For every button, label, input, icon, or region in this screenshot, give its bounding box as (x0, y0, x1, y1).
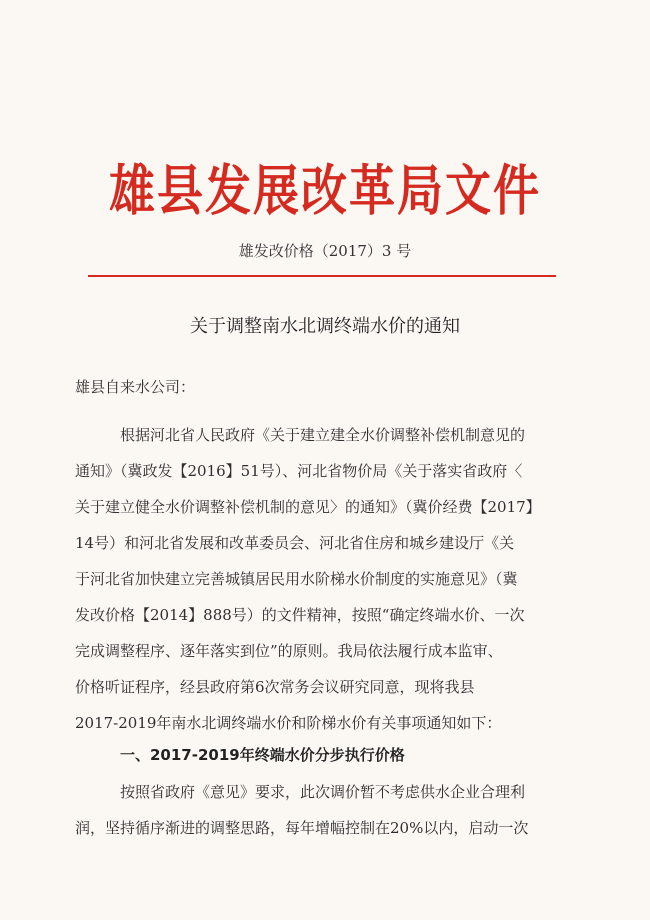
paragraph-line: 润，坚持循序渐进的调整思路，每年增幅控制在20%以内，启动一次 (75, 819, 529, 837)
paragraph-line: 2017-2019年南水北调终端水价和阶梯水价有关事项通知如下： (75, 714, 502, 732)
paragraph-line: 价格听证程序，经县政府第6次常务会议研究同意，现将我县 (75, 678, 475, 696)
document-number: 雄发改价格（2017）3 号 (238, 242, 412, 260)
paragraph-line: 通知》（冀政发【2016】51号）、河北省物价局《关于落实省政府〈 (75, 462, 523, 480)
paragraph-line: 完成调整程序、逐年落实到位”的原则。我局依法履行成本监审、 (75, 642, 503, 660)
paragraph-line: 于河北省加快建立完善城镇居民用水阶梯水价制度的实施意见》（冀 (75, 570, 518, 588)
section-1-heading: 一、2017-2019年终端水价分步执行价格 (120, 746, 405, 764)
paragraph-line: 根据河北省人民政府《关于建立建全水价调整补偿机制意见的 (120, 426, 526, 444)
notice-title: 关于调整南水北调终端水价的通知 (190, 316, 460, 337)
paragraph-line: 14号）和河北省发展和改革委员会、河北省住房和城乡建设厅《关 (75, 534, 515, 552)
salutation-text: 雄县自来水公司： (75, 378, 196, 396)
paragraph-line: 发改价格【2014】888号）的文件精神，按照“确定终端水价、一次 (75, 606, 525, 624)
paragraph-line: 按照省政府《意见》要求，此次调价暂不考虑供水企业合理利 (120, 783, 526, 801)
document-header-title: 雄县发展改革局文件 (109, 158, 541, 223)
paragraph-line: 关于建立健全水价调整补偿机制的意见〉的通知》（冀价经费【2017】 (75, 498, 541, 516)
red-divider (88, 275, 556, 277)
